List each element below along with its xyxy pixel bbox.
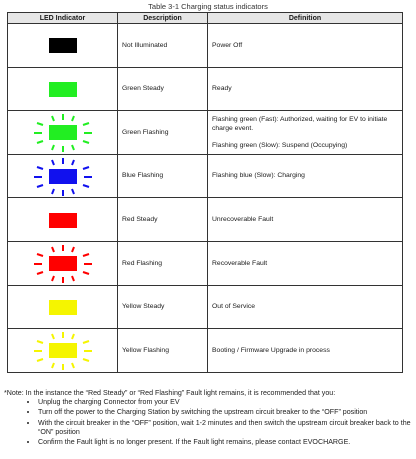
blue-flashing-led-icon (28, 156, 98, 196)
led-indicator-cell (8, 198, 118, 242)
led-lamp (49, 169, 77, 184)
definition-text: Flashing green (Fast): Authorized, waiting for EV to initiate charge event. (212, 115, 388, 132)
table-caption: Table 3-1 Charging status indicators (148, 2, 268, 11)
table-row (8, 241, 403, 285)
table-row (8, 198, 403, 242)
led-lamp (49, 213, 77, 228)
yellow-steady-led-icon (28, 287, 98, 327)
definition-cell (208, 67, 403, 111)
flash-ray (52, 276, 54, 281)
note-step: • Confirm the Fault light is no longer present. If the Fault light remains, please contact EVOCHARGE. (38, 438, 414, 447)
note-intro: *Note: In the instance the “Red Steady” or “Red Flashing” Fault light remains, it is recommended that you: (4, 389, 336, 397)
note-step: • Unplug the charging Connector from your EV (38, 398, 414, 407)
led-indicator-cell (8, 154, 118, 198)
flash-ray (37, 254, 43, 256)
description-cell: Not Illuminated (118, 24, 208, 68)
description-cell: Blue Flashing (118, 154, 208, 198)
flash-ray (52, 247, 54, 252)
flash-ray (52, 363, 54, 368)
description-cell: Yellow Flashing (118, 329, 208, 373)
flash-ray (37, 123, 43, 125)
led-lamp (49, 300, 77, 315)
flash-ray (72, 160, 74, 165)
flash-ray (37, 272, 43, 274)
description-cell: Red Flashing (118, 241, 208, 285)
led-indicator-cell (8, 241, 118, 285)
led-lamp (49, 38, 77, 53)
definition-cell (208, 198, 403, 242)
definition-text: Booting / Firmware Upgrade in process (212, 346, 330, 354)
table-row (8, 285, 403, 329)
flash-ray (83, 359, 89, 361)
table-row (8, 329, 403, 373)
flash-ray (52, 334, 54, 339)
flash-ray (83, 254, 89, 256)
flash-ray (83, 167, 89, 169)
definition-cell (208, 24, 403, 68)
table-row (8, 24, 403, 68)
definition-cell (208, 154, 403, 198)
definition-text: Flashing green (Slow): Suspend (Occupying) (212, 142, 348, 150)
note-step: • With the circuit breaker in the “OFF” position, wait 1-2 minutes and then switch the upstream circuit breaker back to the “ON” position (38, 419, 414, 437)
definition-cell (208, 241, 403, 285)
led-lamp (49, 256, 77, 271)
definition-cell (208, 285, 403, 329)
note-step: • Turn off the power to the Charging Station by switching the upstream circuit breaker to the “OFF” position (38, 408, 414, 417)
yellow-flashing-led-icon (28, 330, 98, 370)
column-header-led-indicator: LED Indicator (8, 13, 118, 24)
fault-note (4, 389, 414, 448)
led-indicator-cell (8, 285, 118, 329)
description-cell: Yellow Steady (118, 285, 208, 329)
definition-text: Flashing blue (Slow): Charging (212, 172, 305, 180)
off-steady-led-icon (28, 25, 98, 65)
flash-ray (83, 341, 89, 343)
flash-ray (72, 334, 74, 339)
flash-ray (72, 276, 74, 281)
charging-status-table (7, 12, 403, 373)
flash-ray (72, 116, 74, 121)
definition-text: Out of Service (212, 303, 256, 311)
flash-ray (52, 189, 54, 194)
definition-cell (208, 329, 403, 373)
flash-ray (37, 359, 43, 361)
flash-ray (37, 167, 43, 169)
led-lamp (49, 125, 77, 140)
flash-ray (83, 123, 89, 125)
column-header-description: Description (118, 13, 208, 24)
note-steps-list (4, 398, 414, 447)
table-header-row (8, 13, 403, 24)
led-indicator-cell (8, 111, 118, 155)
definition-text: Power Off (212, 41, 243, 49)
red-steady-led-icon (28, 200, 98, 240)
green-flashing-led-icon (28, 112, 98, 152)
flash-ray (72, 145, 74, 150)
led-lamp (49, 82, 77, 97)
definition-cell (208, 111, 403, 155)
led-indicator-cell (8, 329, 118, 373)
definition-text: Ready (212, 85, 232, 93)
column-header-definition: Definition (208, 13, 403, 24)
flash-ray (72, 189, 74, 194)
flash-ray (37, 185, 43, 187)
flash-ray (72, 363, 74, 368)
red-flashing-led-icon (28, 243, 98, 283)
flash-ray (37, 141, 43, 143)
led-lamp (49, 343, 77, 358)
flash-ray (72, 247, 74, 252)
description-cell: Green Steady (118, 67, 208, 111)
flash-ray (83, 185, 89, 187)
table-row (8, 67, 403, 111)
flash-ray (37, 341, 43, 343)
led-indicator-cell (8, 67, 118, 111)
flash-ray (52, 145, 54, 150)
flash-ray (83, 272, 89, 274)
table-row (8, 154, 403, 198)
led-indicator-cell (8, 24, 118, 68)
flash-ray (83, 141, 89, 143)
definition-text: Unrecoverable Fault (212, 216, 274, 224)
table-row (8, 111, 403, 155)
flash-ray (52, 160, 54, 165)
definition-text: Recoverable Fault (212, 259, 268, 267)
green-steady-led-icon (28, 69, 98, 109)
description-cell: Red Steady (118, 198, 208, 242)
flash-ray (52, 116, 54, 121)
description-cell: Green Flashing (118, 111, 208, 155)
